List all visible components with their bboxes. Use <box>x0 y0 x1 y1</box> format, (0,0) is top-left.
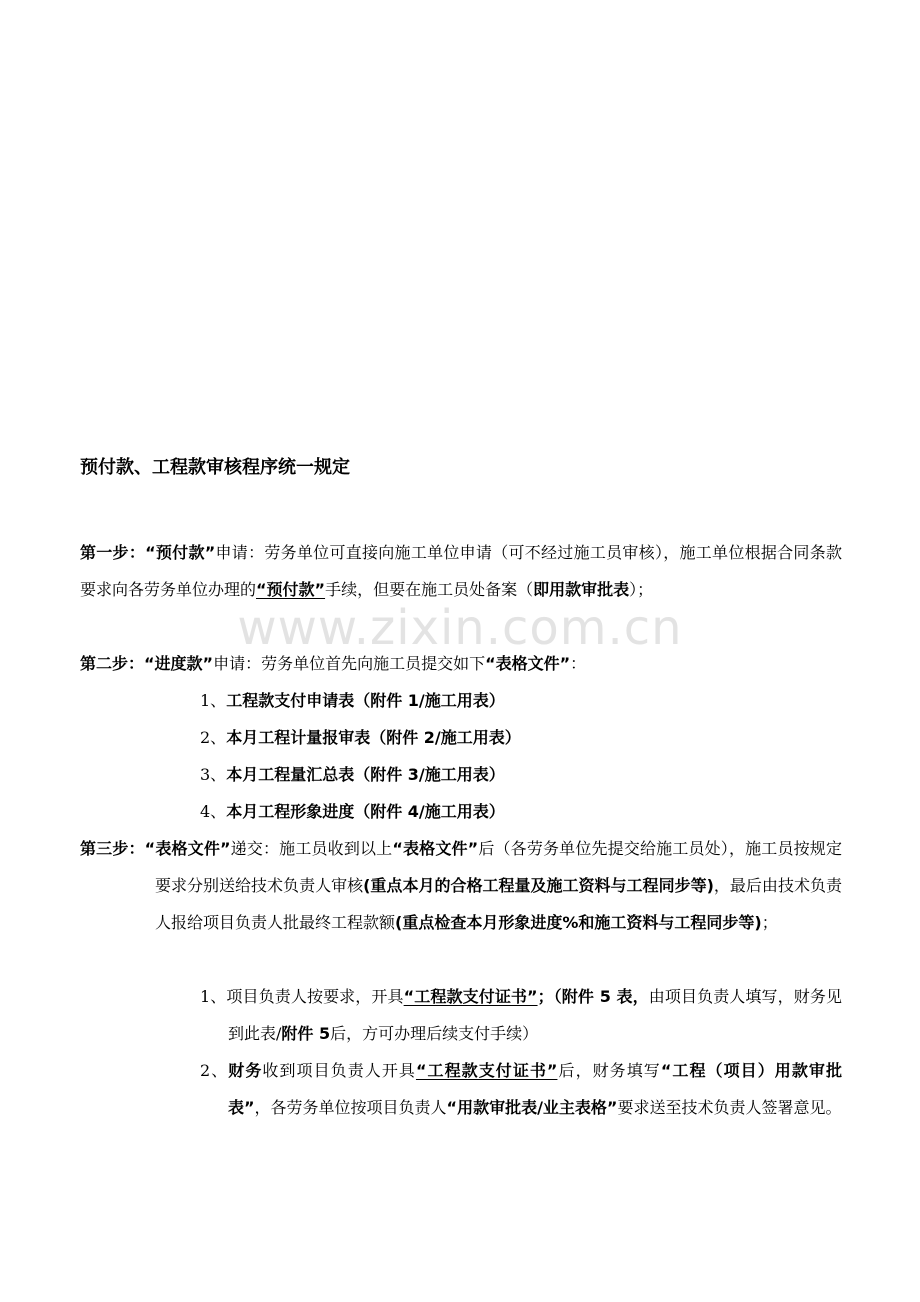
step-3-paragraph <box>80 830 842 941</box>
sub-item-1-text: 项目负责人按要求，开具 <box>226 987 404 1006</box>
step-3-text: 递交：施工员收到以上 <box>230 839 393 858</box>
sub-item-1-number: 1、 <box>200 987 227 1006</box>
step-1-paragraph <box>80 534 842 608</box>
step-3-term-2: “表格文件” <box>392 839 479 858</box>
step-1-text: 申请：劳务单位可直接向施工单位申请（可不经过施工员审核），施工单位根据合同条款要求向各劳务单位办理的 <box>80 543 842 599</box>
sub-item-2-text-3: ，各劳务单位按项目负责人 <box>254 1098 447 1117</box>
list-item-number: 1、 <box>200 691 227 710</box>
sub-item-2-emphasis-2: “用款审批表/业主表格” <box>446 1098 618 1117</box>
step-1-note: 即用款审批表 <box>533 580 630 599</box>
list-item-name: 本月工程量汇总表 <box>226 765 355 784</box>
step-3-sub-item-2 <box>200 1052 842 1126</box>
step-1-term-underlined: “预付款” <box>256 580 326 599</box>
sub-item-1-emphasis: 附件 5 表， <box>561 987 649 1006</box>
watermark: www.zixin.com.cn <box>237 600 683 656</box>
step-1-text-3: 但要在施工员处备案（ <box>373 580 534 599</box>
step-3-text-4: ； <box>761 913 778 932</box>
step-1-label: 第一步： <box>80 543 146 562</box>
step-1-text-4: ）； <box>629 580 654 599</box>
sub-item-1-text-2: ；（ <box>537 987 562 1006</box>
step-3-emphasis-2: (重点检查本月形象进度%和施工资料与工程同步等) <box>395 913 762 932</box>
sub-item-2-emphasis-1: “工程（项目）用款审批表” <box>228 1061 842 1117</box>
step-1-text-2: 手续， <box>325 580 374 599</box>
step-2-paragraph <box>80 645 842 682</box>
list-item <box>200 682 505 719</box>
list-item <box>200 793 505 830</box>
step-3-term: “表格文件” <box>144 839 231 858</box>
sub-item-2-text-2: 后，财务填写 <box>557 1061 661 1080</box>
list-item-attachment: （附件 4/施工用表） <box>354 802 505 821</box>
list-item-attachment: （附件 3/施工用表） <box>354 765 505 784</box>
list-item <box>200 719 521 756</box>
sub-item-1-term: “工程款支付证书” <box>403 987 538 1006</box>
step-3-text-3: ，最后由技术负责人报给项目负责人批最终工程款额 <box>155 876 842 932</box>
step-2-text-2: ： <box>570 654 587 673</box>
step-1-term: “预付款” <box>145 543 216 562</box>
list-item-name: 本月工程计量报审表 <box>226 728 371 747</box>
step-2-label: 第二步： <box>80 654 145 673</box>
sub-item-2-text: 收到项目负责人开具 <box>262 1061 416 1080</box>
list-item-number: 4、 <box>200 802 227 821</box>
step-2-term-2: “表格文件” <box>485 654 571 673</box>
list-item-attachment: （附件 1/施工用表） <box>354 691 505 710</box>
step-3-text-2: 后（各劳务单位先提交给施工员处），施工员按规定要求分别送给技术负责人审核 <box>155 839 842 895</box>
list-item-number: 3、 <box>200 765 227 784</box>
list-item-number: 2、 <box>200 728 227 747</box>
sub-item-2-emphasis-0: 财务 <box>228 1061 263 1080</box>
list-item-name: 本月工程形象进度 <box>226 802 355 821</box>
sub-item-2-number: 2、 <box>200 1061 229 1080</box>
document-title: 预付款、工程款审核程序统一规定 <box>80 457 350 478</box>
list-item-attachment: （附件 2/施工用表） <box>370 728 521 747</box>
sub-item-1-text-4: 后，方可办理后续支付手续） <box>330 1024 539 1043</box>
sub-item-2-text-4: 要求送至技术负责人签署意见。 <box>617 1098 842 1117</box>
step-3-sub-item-1 <box>200 978 842 1052</box>
step-2-term: “进度款” <box>144 654 214 673</box>
sub-item-1-text-3: 由项目负责人填写，财务见到此表/ <box>228 987 842 1043</box>
step-2-text: 申请：劳务单位首先向施工员提交如下 <box>213 654 486 673</box>
step-3-label: 第三步： <box>80 839 145 858</box>
list-item-name: 工程款支付申请表 <box>226 691 355 710</box>
step-3-emphasis-1: (重点本月的合格工程量及施工资料与工程同步等) <box>363 876 714 895</box>
sub-item-1-emphasis-2: 附件 5 <box>281 1024 331 1043</box>
list-item <box>200 756 505 793</box>
sub-item-2-term: “工程款支付证书” <box>415 1061 558 1080</box>
